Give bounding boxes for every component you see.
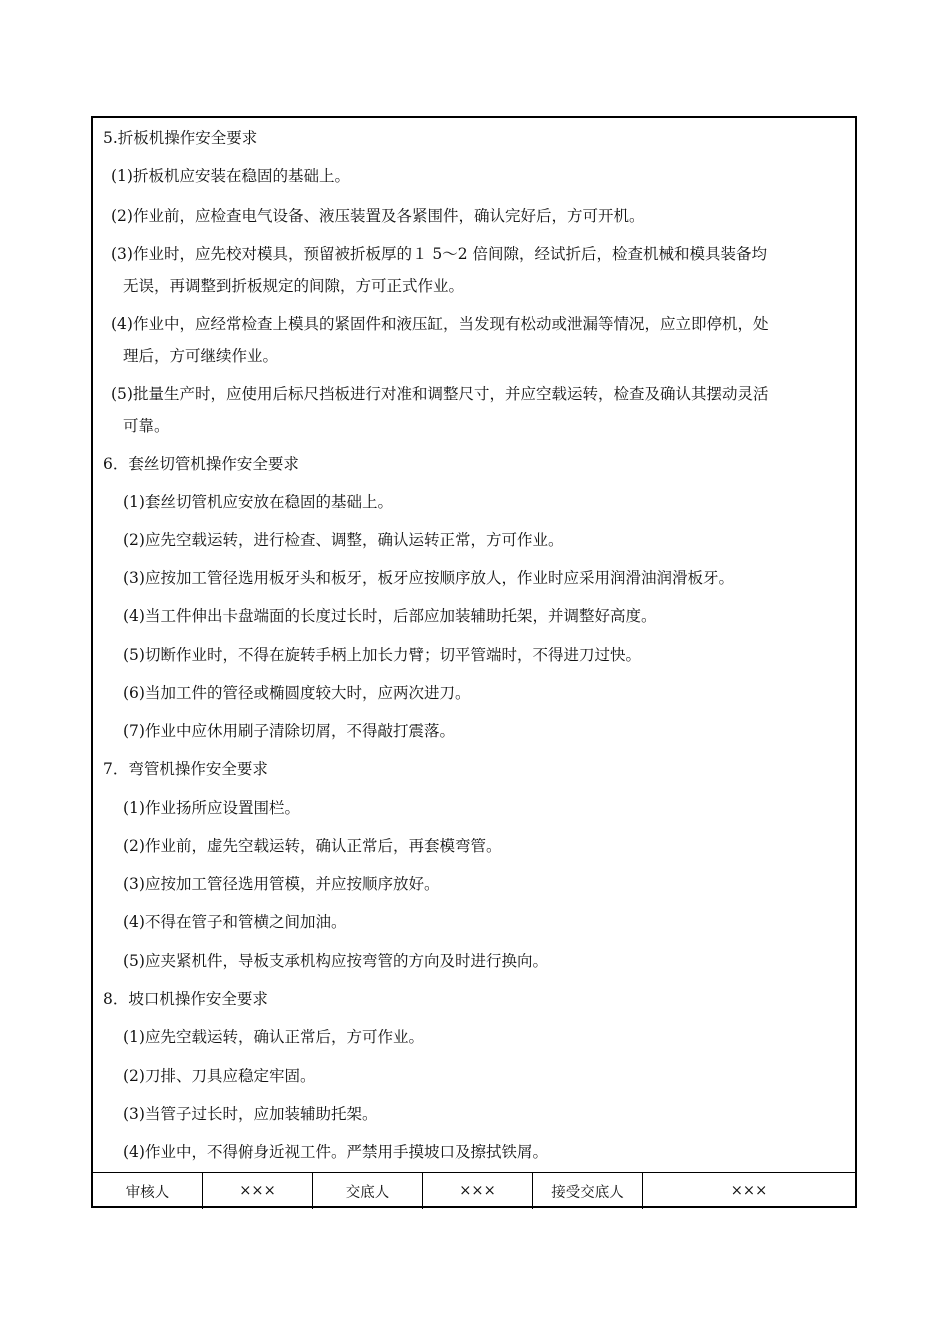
section-8-item-3: (3)当管子过长时，应加装辅助托架。 [123,1105,378,1123]
reviewer-value: ××× [203,1173,313,1209]
section-6-item-1: (1)套丝切管机应安放在稳固的基础上。 [123,493,393,511]
section-8-item-1: (1)应先空载运转，确认正常后，方可作业。 [123,1028,424,1046]
section-5-title: 5.折板机操作安全要求 [103,129,258,147]
section-7-item-4: (4)不得在管子和管横之间加油。 [123,913,347,931]
section-6-item-4: (4)当工件伸出卡盘端面的长度过长时，后部应加装辅助托架，并调整好高度。 [123,607,657,625]
receiver-value: ××× [730,1183,768,1199]
section-5-item-3: (3)作业时，应先校对模具，预留被折板厚的１ 5～2 倍间隙，经试折后，检查机械和模具装备均 [111,245,768,263]
section-5-item-5-cont: 可靠。 [123,417,170,435]
section-8-item-4: (4)作业中，不得俯身近视工件。严禁用手摸坡口及擦拭铁屑。 [123,1143,548,1161]
section-7-item-1: (1)作业扬所应设置围栏。 [123,799,300,817]
section-8-item-2: (2)刀排、刀具应稳定牢固。 [123,1067,316,1085]
discloser-value: ××× [423,1173,533,1209]
section-5-item-3-cont: 无误，再调整到折板规定的间隙，方可正式作业。 [123,277,465,295]
section-7-title: 7．弯管机操作安全要求 [103,760,268,778]
section-5-item-4: (4)作业中，应经常检查上模具的紧固件和液压缸，当发现有松动或泄漏等情况，应立即停机，处 [111,315,769,333]
section-8-title: 8．坡口机操作安全要求 [103,990,268,1008]
document-content [93,118,855,1172]
section-6-item-7: (7)作业中应休用刷子清除切屑，不得敲打震落。 [123,722,455,740]
receiver-label: 接受交底人 [533,1173,643,1209]
section-6-item-6: (6)当加工件的管径或椭圆度较大时，应两次进刀。 [123,684,471,702]
section-7-item-5: (5)应夹紧机件，导板支承机构应按弯管的方向及时进行换向。 [123,952,548,970]
section-5-item-2: (2)作业前，应检查电气设备、液压装置及各紧围件，确认完好后，方可开机。 [111,207,645,225]
section-6-item-3: (3)应按加工管径选用板牙头和板牙，板牙应按顺序放人，作业时应采用润滑油润滑板牙。 [123,569,734,587]
section-6-item-2: (2)应先空载运转，进行检查、调整，确认运转正常，方可作业。 [123,531,564,549]
disclosure-document-frame [91,116,857,1208]
discloser-label: 交底人 [313,1173,423,1209]
section-5-item-4-cont: 理后，方可继续作业。 [123,347,279,365]
section-6-item-5: (5)切断作业时，不得在旋转手柄上加长力臂；切平管端时，不得进刀过快。 [123,646,641,664]
reviewer-label: 审核人 [93,1173,203,1209]
signature-row [93,1172,855,1209]
section-6-title: 6．套丝切管机操作安全要求 [103,455,299,473]
section-5-item-1: (1)折板机应安装在稳固的基础上。 [111,167,350,185]
section-7-item-3: (3)应按加工管径选用管模，并应按顺序放好。 [123,875,440,893]
section-7-item-2: (2)作业前，虚先空载运转，确认正常后，再套模弯管。 [123,837,502,855]
section-5-item-5: (5)批量生产时，应使用后标尺挡板进行对准和调整尺寸，并应空载运转，检查及确认其摆动灵活 [111,385,769,403]
